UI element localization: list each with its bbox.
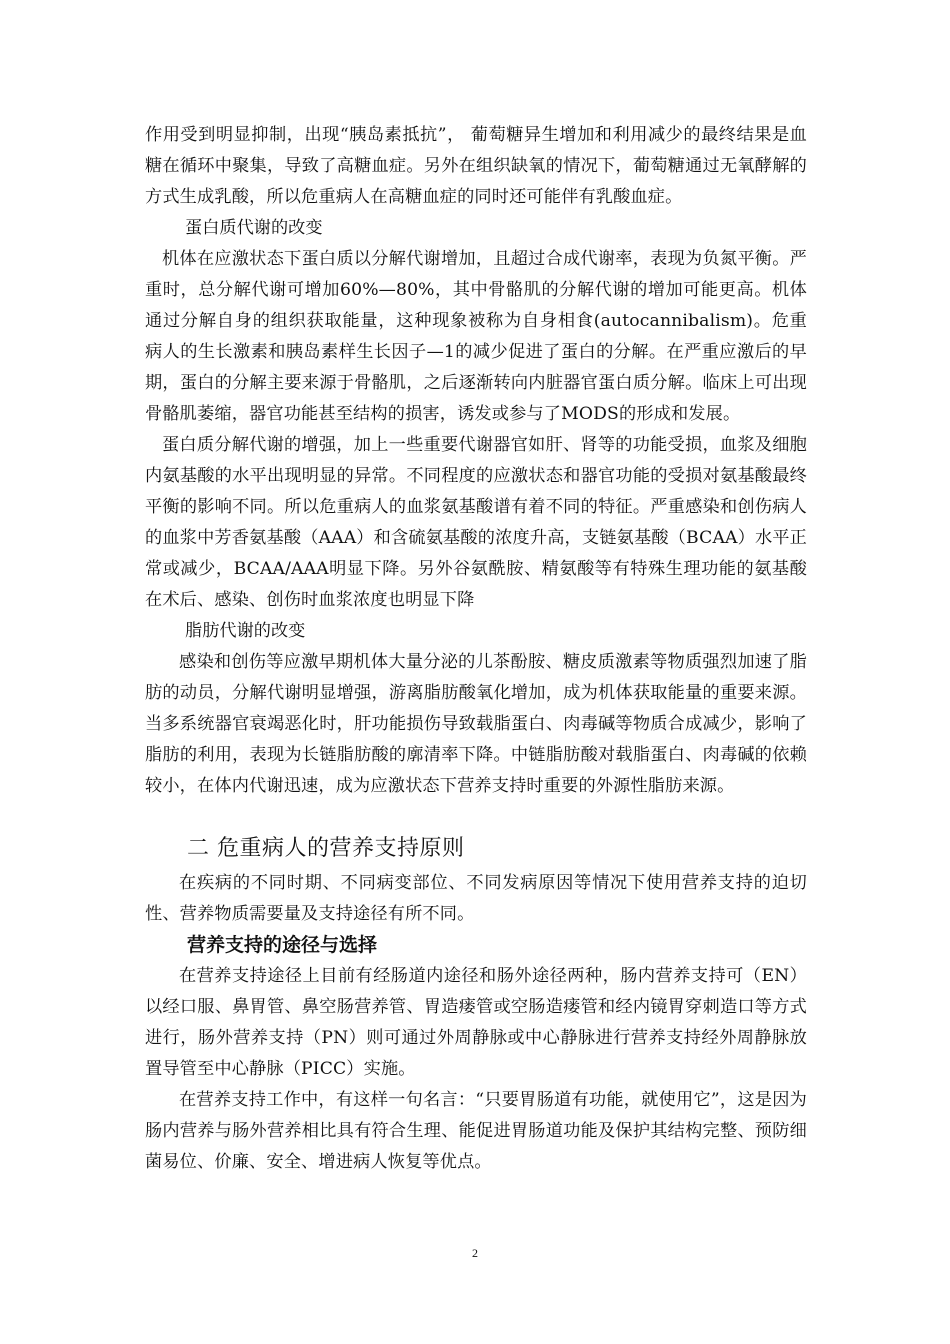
paragraph-enteral-advantages: 在营养支持工作中，有这样一句名言：“只要胃肠道有功能，就使用它”，这是因为肠内营养与肠外营养相比具有符合生理、能促进胃肠道功能及保护其结构完整、预防细菌易位、价廉、安全、增进病人恢复等优点。 [145,1090,807,1172]
paragraph-nutrition-intro: 在疾病的不同时期、不同病变部位、不同发病原因等情况下使用营养支持的迫切性、营养物质需要量及支持途径有所不同。 [145,873,807,924]
heading-fat-metabolism: 脂肪代谢的改变 [185,621,306,641]
page-number: 2 [472,1246,478,1260]
subsection-title-routes: 营养支持的途径与选择 [187,934,378,956]
paragraph-protein-catabolism: 机体在应激状态下蛋白质以分解代谢增加，且超过合成代谢率，表现为负氮平衡。严重时，总分解代谢可增加60%—80%，其中骨骼肌的分解代谢的增加可能更高。机体通过分解自身的组织获取能量，这种现象被称为自身相食(autocannibalism)。危重病人的生长激素和胰岛素样生长因子—1的减少促进了蛋白的分解。在严重应激后的早期，蛋白的分解主要来源于骨骼肌，之后逐渐转向内脏器官蛋白质分解。临床上可出现骨骼肌萎缩，器官功能甚至结构的损害，诱发或参与了MODS的形成和发展。 [145,249,807,424]
section-title-nutrition-principles: 二 危重病人的营养支持原则 [187,836,465,861]
paragraph-routes: 在营养支持途径上目前有经肠道内途径和肠外途径两种，肠内营养支持可（EN）以经口服、鼻胃管、鼻空肠营养管、胃造瘘管或空肠造瘘管和经内镜胃穿刺造口等方式进行，肠外营养支持（PN）则可通过外周静脉或中心静脉进行营养支持经外周静脉放置导管至中心静脉（PICC）实施。 [145,966,807,1079]
paragraph-glucose-end: 作用受到明显抑制，出现“胰岛素抵抗”， 葡萄糖异生增加和利用减少的最终结果是血糖在循环中聚集，导致了高糖血症。另外在组织缺氧的情况下，葡萄糖通过无氧酵解的方式生成乳酸，所以危重病人在高糖血症的同时还可能伴有乳酸血症。 [145,125,807,207]
page-content [145,120,807,1178]
paragraph-fat-metabolism: 感染和创伤等应激早期机体大量分泌的儿茶酚胺、糖皮质激素等物质强烈加速了脂肪的动员，分解代谢明显增强，游离脂肪酸氧化增加，成为机体获取能量的重要来源。当多系统器官衰竭恶化时，肝功能损伤导致载脂蛋白、肉毒碱等物质合成减少，影响了脂肪的利用，表现为长链脂肪酸的廓清率下降。中链脂肪酸对载脂蛋白、肉毒碱的依赖较小，在体内代谢迅速，成为应激状态下营养支持时重要的外源性脂肪来源。 [145,652,807,796]
paragraph-amino-acids: 蛋白质分解代谢的增强，加上一些重要代谢器官如肝、肾等的功能受损，血浆及细胞内氨基酸的水平出现明显的异常。不同程度的应激状态和器官功能的受损对氨基酸最终平衡的影响不同。所以危重病人的血浆氨基酸谱有着不同的特征。严重感染和创伤病人的血浆中芳香氨基酸（AAA）和含硫氨基酸的浓度升高，支链氨基酸（BCAA）水平正常或减少，BCAA/AAA明显下降。另外谷氨酰胺、精氨酸等有特殊生理功能的氨基酸在术后、感染、创伤时血浆浓度也明显下降 [145,435,807,610]
heading-protein-metabolism: 蛋白质代谢的改变 [185,218,323,238]
